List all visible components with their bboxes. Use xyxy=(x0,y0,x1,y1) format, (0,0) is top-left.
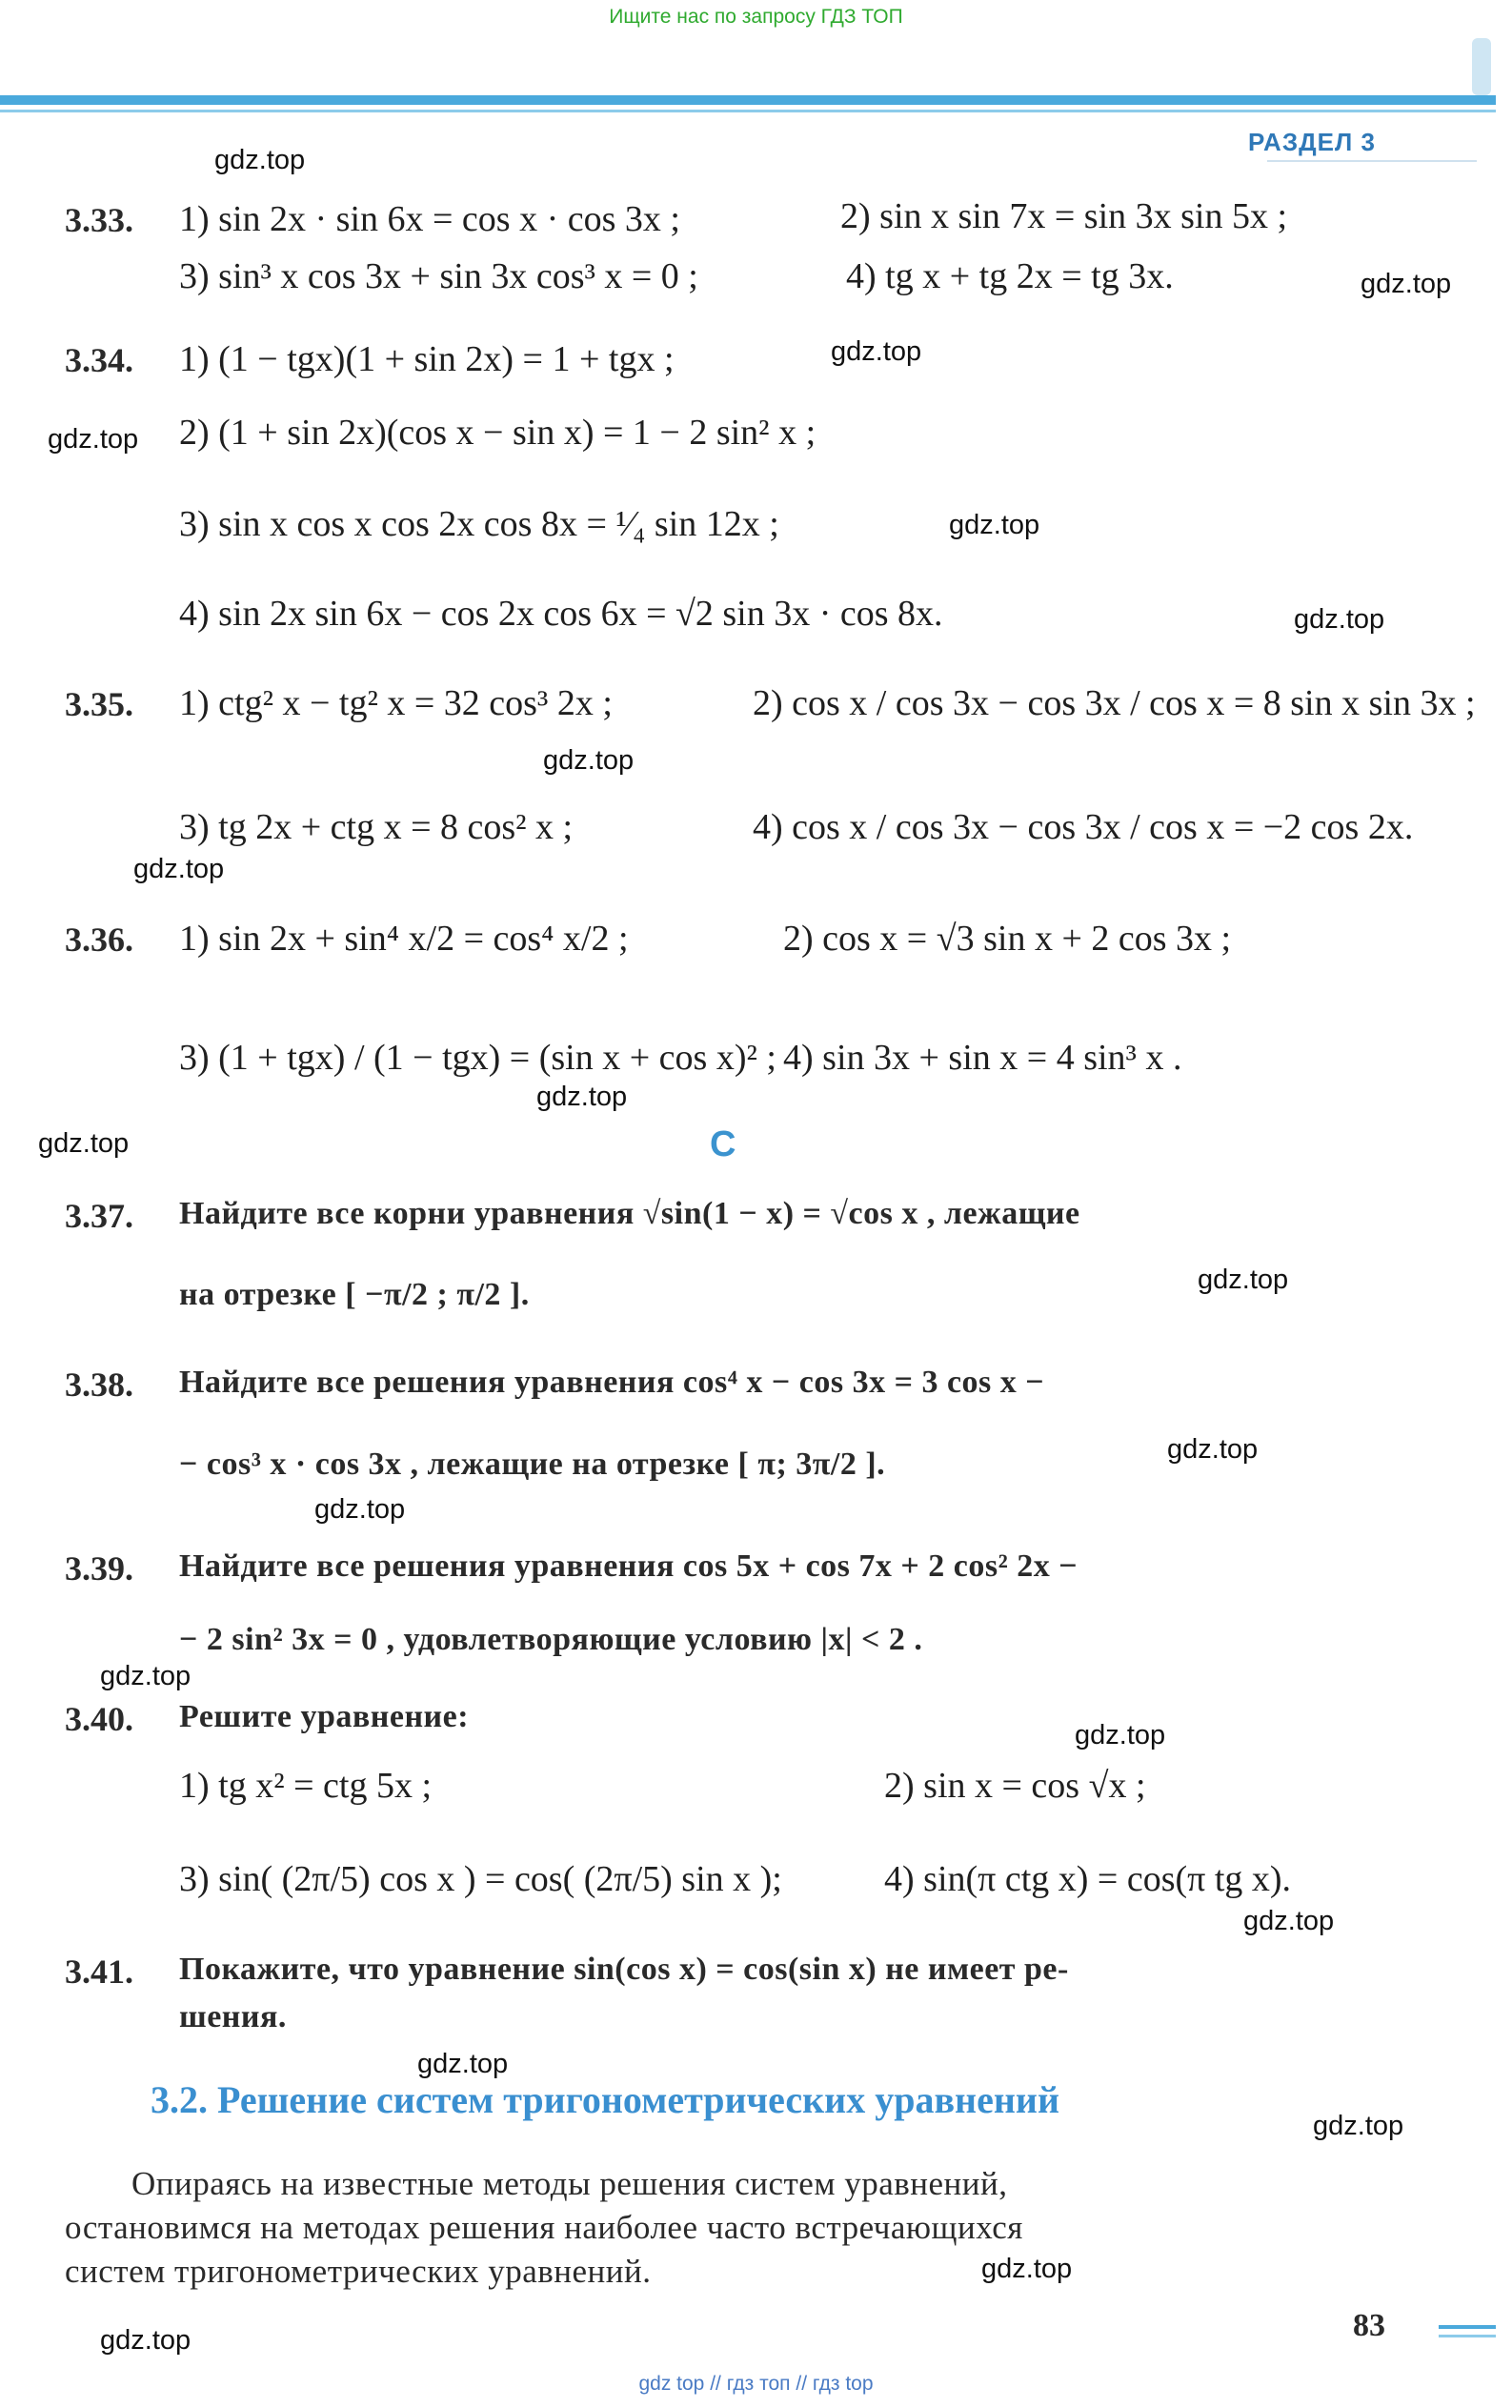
watermark: gdz.top xyxy=(1075,1720,1166,1750)
problem-text: Найдите все решения уравнения cos 5x + cos 7x + 2 cos² 2x − xyxy=(179,1548,1079,1584)
problem-text: Решите уравнение: xyxy=(179,1699,470,1734)
problem-text: Покажите, что уравнение sin(cos x) = cos(sin x) не имеет ре- xyxy=(179,1952,1069,1987)
equation: 4) sin 3x + sin x = 4 sin³ x . xyxy=(783,1038,1182,1078)
equation: 2) sin x sin 7x = sin 3x sin 5x ; xyxy=(840,196,1288,236)
watermark: gdz.top xyxy=(133,854,225,884)
problem-number: 3.41. xyxy=(65,1953,133,1991)
watermark: gdz.top xyxy=(100,1661,192,1691)
header-underline xyxy=(1267,160,1477,162)
watermark: gdz.top xyxy=(100,2325,192,2356)
paragraph-line: систем тригонометрических уравнений. xyxy=(65,2253,652,2290)
page-number: 83 xyxy=(1353,2308,1385,2343)
watermark: gdz.top xyxy=(1361,269,1452,299)
watermark: gdz.top xyxy=(1294,604,1385,635)
problem-text: Найдите все решения уравнения cos⁴ x − cos 3x = 3 cos x − xyxy=(179,1365,1045,1400)
equation: 2) sin x = cos √x ; xyxy=(884,1766,1146,1806)
problem-number: 3.34. xyxy=(65,341,133,379)
watermark: gdz.top xyxy=(1243,1906,1335,1936)
equation: 3) sin³ x cos 3x + sin 3x cos³ x = 0 ; xyxy=(179,256,698,296)
watermark: gdz.top xyxy=(949,510,1040,540)
top-note: Ищите нас по запросу ГДЗ ТОП xyxy=(609,6,903,28)
paragraph-line: остановимся на методах решения наиболее часто встречающихся xyxy=(65,2209,1023,2246)
problem-text: шения. xyxy=(179,1999,287,2034)
problem-number: 3.35. xyxy=(65,685,133,723)
problem-number: 3.37. xyxy=(65,1197,133,1235)
bottom-note: gdz top // гдз топ // гдз top xyxy=(638,2373,874,2395)
equation: 2) cos x / cos 3x − cos 3x / cos x = 8 sin x sin 3x ; xyxy=(753,683,1476,723)
watermark: gdz.top xyxy=(1198,1265,1289,1295)
equation: 2) cos x = √3 sin x + 2 cos 3x ; xyxy=(783,919,1232,959)
header-rule-thin xyxy=(0,110,1496,112)
problem-text: − cos³ x · cos 3x , лежащие на отрезке [ π; 3π/2 ]. xyxy=(179,1447,886,1482)
equation: 3) tg 2x + ctg x = 8 cos² x ; xyxy=(179,807,574,847)
problem-text: на отрезке [ −π/2 ; π/2 ]. xyxy=(179,1277,530,1312)
equation: 1) ctg² x − tg² x = 32 cos³ 2x ; xyxy=(179,683,613,723)
problem-text: Найдите все корни уравнения √sin(1 − x) = √cos x , лежащие xyxy=(179,1196,1080,1231)
watermark: gdz.top xyxy=(536,1082,628,1112)
problem-number: 3.36. xyxy=(65,921,133,959)
difficulty-section-c: C xyxy=(710,1124,736,1164)
equation: 3) sin( (2π/5) cos x ) = cos( (2π/5) sin x ); xyxy=(179,1859,782,1899)
header-rule xyxy=(0,95,1496,105)
watermark: gdz.top xyxy=(38,1128,130,1159)
watermark: gdz.top xyxy=(831,336,922,367)
watermark: gdz.top xyxy=(214,145,306,175)
section-tag: РАЗДЕЛ 3 xyxy=(1248,128,1376,156)
watermark: gdz.top xyxy=(1167,1434,1259,1465)
watermark: gdz.top xyxy=(417,2049,509,2079)
footer-rule xyxy=(1439,2325,1496,2329)
equation: 2) (1 + sin 2x)(cos x − sin x) = 1 − 2 sin² x ; xyxy=(179,413,816,453)
problem-number: 3.33. xyxy=(65,201,133,239)
equation: 1) (1 − tgx)(1 + sin 2x) = 1 + tgx ; xyxy=(179,339,675,379)
watermark: gdz.top xyxy=(543,745,635,776)
equation: 3) sin x cos x cos 2x cos 8x = ¹⁄₄ sin 12x ; xyxy=(179,504,779,544)
watermark: gdz.top xyxy=(981,2254,1073,2284)
equation: 4) cos x / cos 3x − cos 3x / cos x = −2 cos 2x. xyxy=(753,807,1414,847)
problem-number: 3.38. xyxy=(65,1366,133,1404)
equation: 4) sin 2x sin 6x − cos 2x cos 6x = √2 sin 3x · cos 8x. xyxy=(179,594,943,634)
corner-decoration xyxy=(1472,38,1491,95)
section-title: 3.2. Решение систем тригонометрических уравнений xyxy=(151,2078,1059,2121)
watermark: gdz.top xyxy=(48,424,139,455)
problem-text: − 2 sin² 3x = 0 , удовлетворяющие условию |x| < 2 . xyxy=(179,1622,923,1657)
watermark: gdz.top xyxy=(1313,2111,1404,2141)
equation: 4) tg x + tg 2x = tg 3x. xyxy=(846,256,1174,296)
watermark: gdz.top xyxy=(314,1494,406,1525)
equation: 4) sin(π ctg x) = cos(π tg x). xyxy=(884,1859,1292,1899)
equation: 1) sin 2x + sin⁴ x/2 = cos⁴ x/2 ; xyxy=(179,919,629,959)
equation: 1) sin 2x · sin 6x = cos x · cos 3x ; xyxy=(179,199,680,239)
equation: 3) (1 + tgx) / (1 − tgx) = (sin x + cos x)² ; xyxy=(179,1038,776,1078)
problem-number: 3.39. xyxy=(65,1549,133,1588)
problem-number: 3.40. xyxy=(65,1700,133,1738)
footer-rule-thin xyxy=(1439,2335,1496,2337)
paragraph-line: Опираясь на известные методы решения систем уравнений, xyxy=(131,2165,1008,2202)
equation: 1) tg x² = ctg 5x ; xyxy=(179,1766,433,1806)
